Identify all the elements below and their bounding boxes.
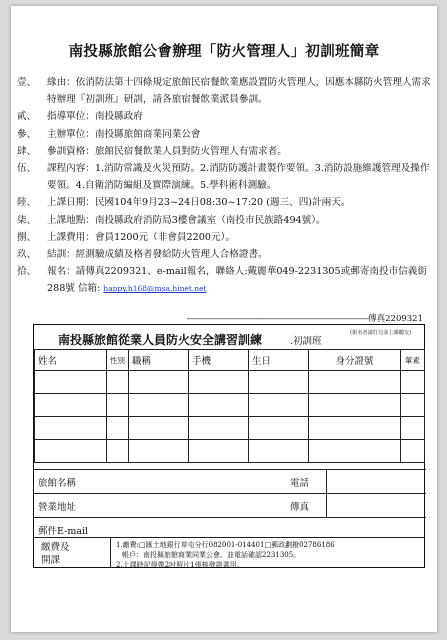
- phone-field[interactable]: [326, 470, 426, 494]
- attendee-table: [34, 349, 425, 463]
- item-number: 壹、: [17, 77, 37, 88]
- attendee-cell[interactable]: [129, 417, 189, 440]
- announcement-item: [17, 229, 431, 246]
- table-row: [35, 440, 425, 463]
- payment-line-2: 帳戶：南投縣旅館商業同業公會。並電話確認2231305。: [122, 551, 301, 559]
- payment-line-1: 1.繳費:□匯土地銀行草屯分行082001-014401□郵政劃撥02786186: [116, 541, 335, 549]
- phone-label: 電話: [286, 470, 326, 494]
- form-title: 南投縣旅館從業人員防火安全講習訓練: [58, 333, 263, 347]
- item-text: 結訓：經測驗成績及格者發給防火管理人合格證書。: [47, 249, 268, 261]
- address-row: [34, 494, 426, 518]
- item-text: 上課費用：會員1200元（非會員2200元）。: [47, 231, 235, 243]
- attendee-cell[interactable]: [401, 371, 425, 394]
- attendee-cell[interactable]: [107, 417, 129, 440]
- item-number: 貳、: [17, 111, 37, 123]
- payment-divider: [110, 538, 111, 568]
- form-subtitle: .初訓班: [290, 336, 322, 347]
- hotel-name-field[interactable]: [110, 470, 286, 494]
- payment-line-3: 2.上課時記得帶2吋照片1張核發證書用。: [116, 561, 244, 569]
- hotel-info-table: [34, 469, 426, 541]
- attendee-cell[interactable]: [189, 394, 249, 417]
- attendee-cell[interactable]: [129, 371, 189, 394]
- address-label: 營業地址: [34, 494, 110, 518]
- payment-text: [116, 540, 335, 570]
- email-label: 郵件E-mail: [34, 518, 110, 542]
- item-number: 拾、: [17, 266, 37, 278]
- announcement-item: [17, 126, 431, 143]
- attendee-cell[interactable]: [107, 394, 129, 417]
- item-number: 柒、: [17, 214, 37, 226]
- item-number: 捌、: [17, 231, 37, 243]
- item-number: 參、: [17, 128, 37, 140]
- attendee-cell[interactable]: [129, 394, 189, 417]
- header-birthday: 生日: [249, 350, 309, 371]
- header-gender: 性別: [107, 350, 129, 371]
- payment-label: [41, 541, 71, 567]
- hotel-name-row: [34, 470, 426, 494]
- announcement-item: [17, 108, 431, 125]
- announcement-item: [17, 160, 431, 194]
- table-row: [35, 394, 425, 417]
- fax-label: 傳真: [286, 494, 326, 518]
- fax-number: 傳真2209321: [368, 314, 423, 324]
- address-field[interactable]: [110, 494, 286, 518]
- payment-section: [34, 537, 424, 568]
- fax-field[interactable]: [326, 494, 426, 518]
- fax-cut-line: [33, 312, 423, 324]
- announcement-item: [17, 212, 431, 229]
- item-text: 主辦單位：南投縣旅館商業同業公會: [47, 128, 201, 140]
- email-link[interactable]: happy.h168@msa.hinet.net: [103, 284, 207, 294]
- attendee-rows: [35, 371, 425, 463]
- announcement-item: [17, 263, 431, 297]
- item-number: 玖、: [17, 249, 37, 261]
- attendee-cell[interactable]: [249, 440, 309, 463]
- form-header: [34, 325, 424, 349]
- cut-dashes: -------------------------------------------------------------------------------------------------: [186, 314, 369, 324]
- attendee-cell[interactable]: [309, 440, 401, 463]
- attendee-cell[interactable]: [107, 371, 129, 394]
- item-text: 緣由：依消防法第十四條規定旅館民宿餐飲業應設置防火管理人，因應本縣防火管理人需求特辦理『初訓班』研訓，請各旅宿餐飲業派員參訓。: [47, 77, 431, 106]
- announcement-items: [17, 74, 431, 298]
- item-text: 指導單位：南投縣政府: [47, 111, 143, 123]
- announcement-item: [17, 194, 431, 211]
- attendee-cell[interactable]: [309, 371, 401, 394]
- item-text: 參訓資格：旅館民宿餐飲業人員對防火管理人有需求者。: [47, 145, 287, 157]
- header-mobile: 手機: [189, 350, 249, 371]
- item-text: 上課日期：民國104年9月23~24日08:30~17:20 (週三、四)計兩天。: [47, 197, 351, 209]
- attendee-cell[interactable]: [309, 417, 401, 440]
- attendee-cell[interactable]: [249, 417, 309, 440]
- header-diet: 葷素: [401, 350, 425, 371]
- payment-label-text: 繳費及開課: [41, 542, 70, 566]
- document-title: 南投縣旅館公會辦理「防火管理人」初訓班簡章: [68, 43, 380, 60]
- table-header-row: [35, 350, 425, 371]
- header-name: 姓名: [35, 350, 107, 371]
- attendee-cell[interactable]: [189, 440, 249, 463]
- attendee-cell[interactable]: [129, 440, 189, 463]
- attendee-cell[interactable]: [35, 394, 107, 417]
- attendee-cell[interactable]: [401, 417, 425, 440]
- document-page: [11, 6, 437, 632]
- attendee-cell[interactable]: [35, 440, 107, 463]
- attendee-cell[interactable]: [189, 371, 249, 394]
- attendee-cell[interactable]: [249, 394, 309, 417]
- attendee-cell[interactable]: [401, 394, 425, 417]
- announcement-item: [17, 143, 431, 160]
- item-number: 陸、: [17, 197, 37, 209]
- item-number: 伍、: [17, 163, 37, 175]
- registration-form: [33, 324, 425, 568]
- announcement-item: [17, 246, 431, 263]
- attendee-cell[interactable]: [35, 417, 107, 440]
- item-text: 課程內容：1.消防常識及火災預防。2.消防防護計畫製作要領。3.消防設施維護管理及操作要領。4.自衛消防編組及實際演練。5.學科術科測驗。: [47, 163, 430, 192]
- item-text: 報名：請傳真2209321、e-mail報名，聯絡人:戴麗華049-2231305或郵寄南投市信義街288號 信箱:: [47, 266, 427, 295]
- attendee-cell[interactable]: [401, 440, 425, 463]
- attendee-cell[interactable]: [107, 440, 129, 463]
- attendee-cell[interactable]: [249, 371, 309, 394]
- header-title: 職稱: [129, 350, 189, 371]
- attendee-cell[interactable]: [35, 371, 107, 394]
- header-id-number: 身分證號: [309, 350, 401, 371]
- table-row: [35, 417, 425, 440]
- hotel-name-label: 旅館名稱: [34, 470, 110, 494]
- table-row: [35, 371, 425, 394]
- announcement-item: [17, 74, 431, 108]
- form-note: (報名者請打勾並上課繳交): [350, 330, 412, 336]
- attendee-cell[interactable]: [309, 394, 401, 417]
- attendee-cell[interactable]: [189, 417, 249, 440]
- item-text: 上課地點：南投縣政府消防局3樓會議室（南投市民族路494號）。: [47, 214, 326, 226]
- item-number: 肆、: [17, 145, 37, 157]
